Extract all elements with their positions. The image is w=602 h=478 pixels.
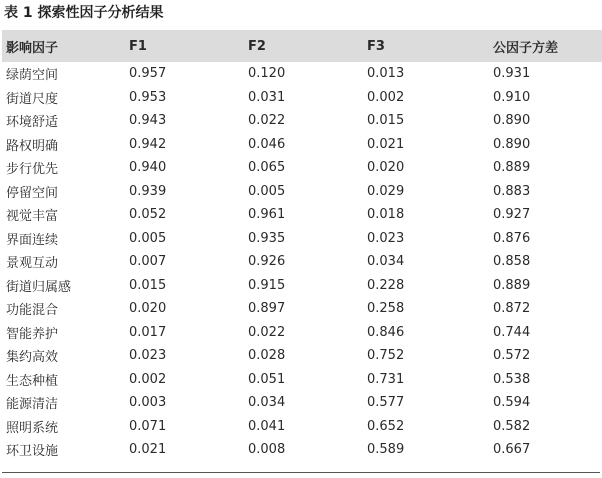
table-row [2,62,602,86]
table-row [2,156,602,180]
factor-name-cell: 街道归属感 [6,279,72,295]
value-cell: 0.940 [129,160,167,176]
value-cell: 0.015 [129,277,167,293]
value-cell: 0.022 [248,113,286,129]
value-cell: 0.667 [493,442,531,458]
factor-name-cell: 停留空间 [6,185,59,201]
table-row [2,344,602,368]
factor-name-cell: 功能混合 [6,303,59,319]
value-cell: 0.005 [129,230,167,246]
header-cell: F3 [367,38,385,54]
value-cell: 0.961 [248,207,286,223]
table-row [2,203,602,227]
value-cell: 0.015 [367,113,405,129]
factor-name-cell: 环境舒适 [6,115,59,131]
factor-name-cell: 路权明确 [6,138,59,154]
value-cell: 0.577 [367,395,405,411]
value-cell: 0.872 [493,301,531,317]
value-cell: 0.915 [248,277,286,293]
factor-name-cell: 步行优先 [6,162,59,178]
value-cell: 0.034 [248,395,286,411]
factor-name-cell: 集约高效 [6,350,59,366]
value-cell: 0.890 [493,136,531,152]
factor-analysis-table-container [2,30,600,462]
factor-name-cell: 景观互动 [6,256,59,272]
value-cell: 0.029 [367,183,405,199]
value-cell: 0.589 [367,442,405,458]
factor-name-cell: 界面连续 [6,232,59,248]
value-cell: 0.034 [367,254,405,270]
value-cell: 0.744 [493,324,531,340]
table-row [2,438,602,462]
factor-name-cell: 绿荫空间 [6,68,59,84]
value-cell: 0.002 [367,89,405,105]
table-row [2,250,602,274]
table-row [2,133,602,157]
table-row [2,274,602,298]
factor-name-cell: 街道尺度 [6,91,59,107]
value-cell: 0.935 [248,230,286,246]
value-cell: 0.005 [248,183,286,199]
value-cell: 0.046 [248,136,286,152]
header-cell: 公因子方差 [493,40,559,56]
value-cell: 0.943 [129,113,167,129]
value-cell: 0.927 [493,207,531,223]
value-cell: 0.228 [367,277,405,293]
value-cell: 0.022 [248,324,286,340]
value-cell: 0.052 [129,207,167,223]
table-row [2,227,602,251]
table-row [2,297,602,321]
value-cell: 0.008 [248,442,286,458]
value-cell: 0.926 [248,254,286,270]
value-cell: 0.258 [367,301,405,317]
factor-analysis-table [2,30,602,462]
value-cell: 0.889 [493,277,531,293]
value-cell: 0.028 [248,348,286,364]
value-cell: 0.041 [248,418,286,434]
value-cell: 0.538 [493,371,531,387]
factor-name-cell: 视觉丰富 [6,209,59,225]
table-row [2,109,602,133]
table-row [2,321,602,345]
value-cell: 0.889 [493,160,531,176]
value-cell: 0.953 [129,89,167,105]
value-cell: 0.582 [493,418,531,434]
value-cell: 0.942 [129,136,167,152]
value-cell: 0.031 [248,89,286,105]
table-row [2,391,602,415]
value-cell: 0.731 [367,371,405,387]
table-body [2,62,602,462]
value-cell: 0.931 [493,66,531,82]
factor-name-cell: 能源清洁 [6,397,59,413]
table-bottom-rule [2,472,600,473]
header-row [2,30,602,62]
value-cell: 0.910 [493,89,531,105]
value-cell: 0.013 [367,66,405,82]
header-cell: 影响因子 [6,40,59,56]
value-cell: 0.939 [129,183,167,199]
value-cell: 0.957 [129,66,167,82]
table-row [2,180,602,204]
table-header [2,30,602,62]
value-cell: 0.897 [248,301,286,317]
value-cell: 0.002 [129,371,167,387]
value-cell: 0.883 [493,183,531,199]
value-cell: 0.051 [248,371,286,387]
factor-name-cell: 照明系统 [6,420,59,436]
value-cell: 0.023 [367,230,405,246]
value-cell: 0.003 [129,395,167,411]
value-cell: 0.065 [248,160,286,176]
value-cell: 0.021 [367,136,405,152]
value-cell: 0.018 [367,207,405,223]
value-cell: 0.846 [367,324,405,340]
value-cell: 0.594 [493,395,531,411]
table-row [2,368,602,392]
value-cell: 0.652 [367,418,405,434]
value-cell: 0.572 [493,348,531,364]
value-cell: 0.876 [493,230,531,246]
value-cell: 0.007 [129,254,167,270]
value-cell: 0.752 [367,348,405,364]
value-cell: 0.020 [367,160,405,176]
value-cell: 0.120 [248,66,286,82]
header-cell: F2 [248,38,266,54]
value-cell: 0.858 [493,254,531,270]
value-cell: 0.890 [493,113,531,129]
factor-name-cell: 生态种植 [6,373,59,389]
value-cell: 0.023 [129,348,167,364]
table-caption: 表 1 探索性因子分析结果 [4,5,164,21]
value-cell: 0.020 [129,301,167,317]
value-cell: 0.021 [129,442,167,458]
factor-name-cell: 智能养护 [6,326,59,342]
table-row [2,86,602,110]
table-row [2,415,602,439]
value-cell: 0.017 [129,324,167,340]
header-cell: F1 [129,38,147,54]
value-cell: 0.071 [129,418,167,434]
factor-name-cell: 环卫设施 [6,444,59,460]
